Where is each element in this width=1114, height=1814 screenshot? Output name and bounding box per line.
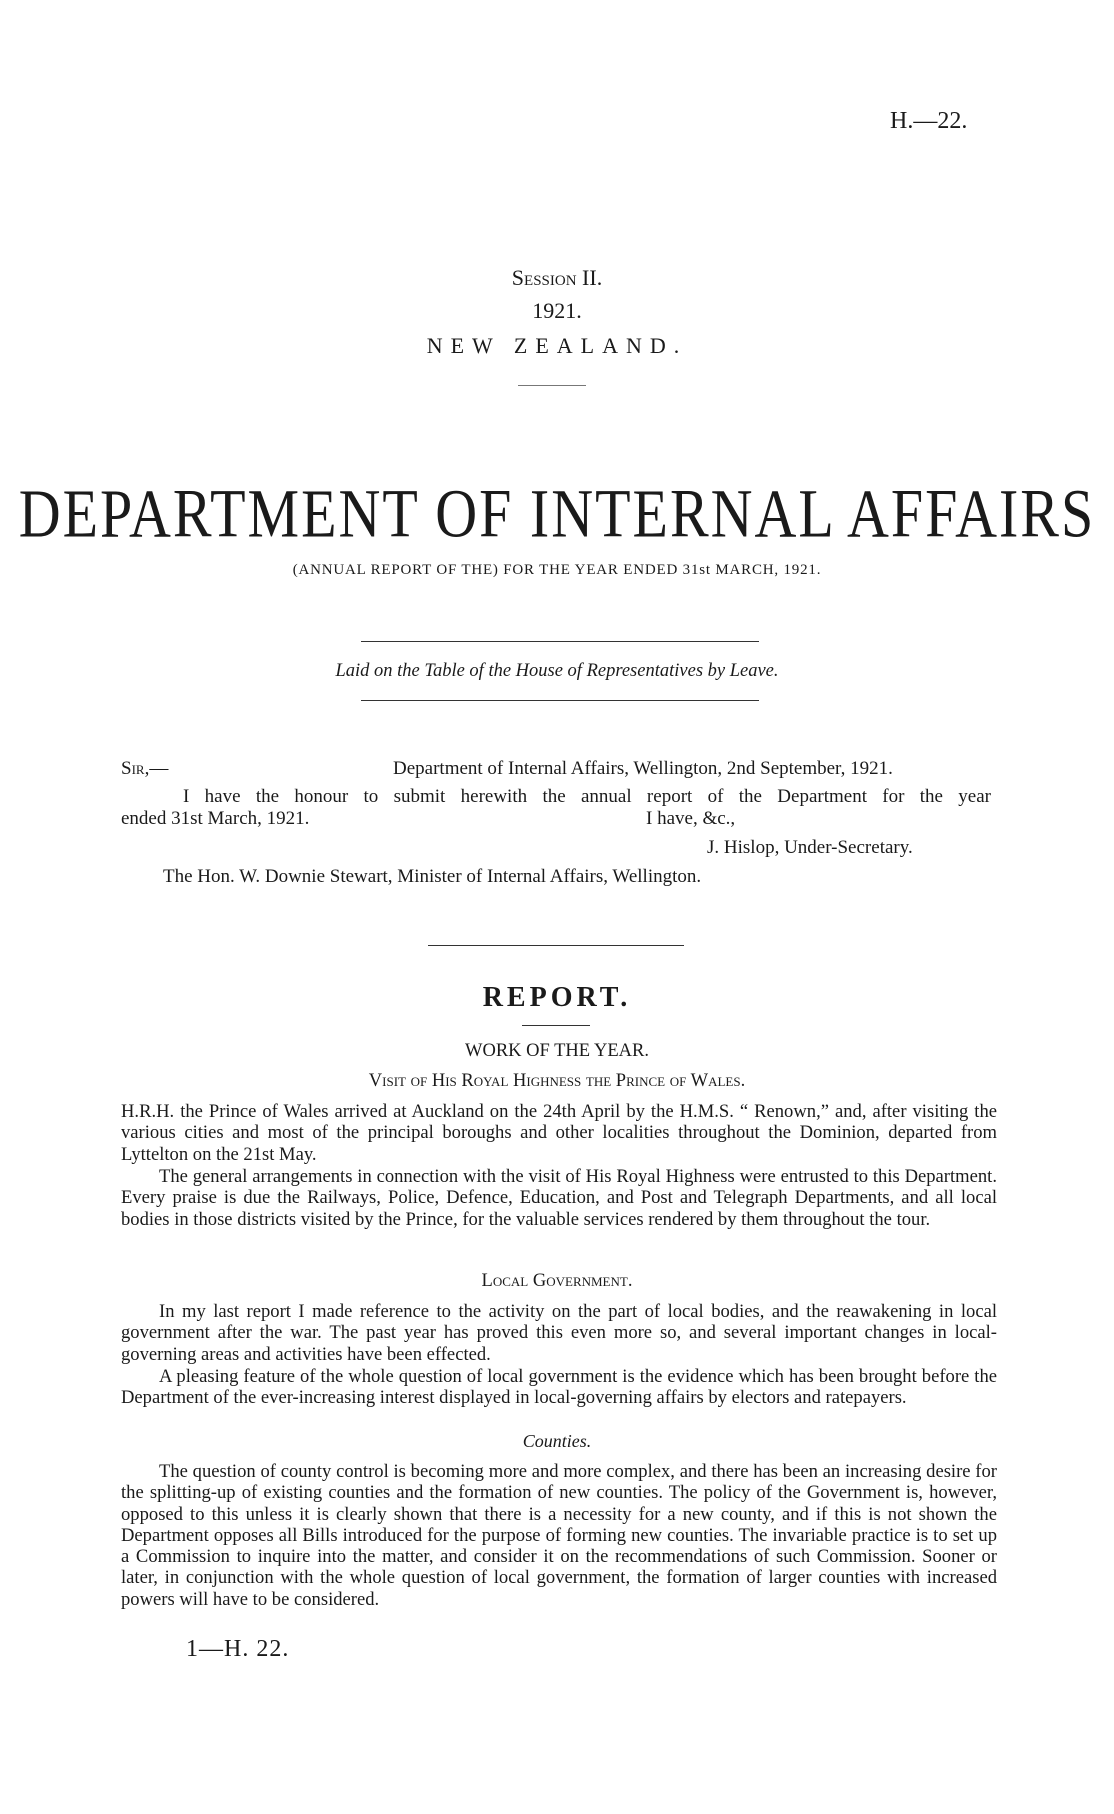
work-heading: WORK OF THE YEAR. bbox=[465, 1041, 649, 1061]
counties-paragraph: The question of county control is becoming more and more complex, and there has been an increasing desire for the splitting-up of existing counties and the formation of new counties. The policy of the Government is, however, opposed to this unless it is clearly shown that there is a necessity for a new county, and if this is not shown the Department opposes all Bills introduced for the purpose of forming new counties. The invariable practice is to set up a Commission to inquire into the matter, and consider it on the recommendations of such Commission. Sooner or later, in conjunction with the whole question of local government, the formation of larger counties with increased powers will have to be considered. bbox=[121, 1461, 997, 1610]
letter-salutation: Sir,— bbox=[121, 758, 169, 779]
page-reference: H.—22. bbox=[890, 108, 968, 134]
page-title: DEPARTMENT OF INTERNAL AFFAIRS bbox=[18, 475, 1096, 552]
divider bbox=[428, 945, 684, 946]
prince-paragraph: The general arrangements in connection with the visit of His Royal Highness were entrusted to this Department. Every praise is due the Railways, Police, Defence, Education, and Post and Telegraph Departments, and all local bodies in those districts visited by the Prince, for the valuable services rendered by them throughout the tour. bbox=[121, 1166, 997, 1230]
divider bbox=[361, 641, 759, 642]
page-subtitle: (ANNUAL REPORT OF THE) FOR THE YEAR ENDED 31st MARCH, 1921. bbox=[292, 562, 822, 578]
letter-closing: I have, &c., bbox=[646, 808, 736, 829]
year-label: 1921. bbox=[532, 298, 582, 323]
prince-visit-heading: Visit of His Royal Highness the Prince of Wales. bbox=[368, 1071, 746, 1091]
letter-body-line: ended 31st March, 1921. bbox=[121, 808, 310, 829]
letter-body-line: I have the honour to submit herewith the annual report of the Department for the year bbox=[183, 786, 991, 807]
letter-signature: J. Hislop, Under-Secretary. bbox=[707, 837, 913, 858]
counties-heading: Counties. bbox=[522, 1431, 592, 1451]
country-label: NEW ZEALAND. bbox=[426, 333, 688, 358]
footer-reference: 1—H. 22. bbox=[186, 1636, 290, 1662]
local-government-paragraph: In my last report I made reference to the activity on the part of local bodies, and the reawakening in local government after the war. The past year has proved this even more so, and several important changes in local-governing areas and activities have been effected. bbox=[121, 1301, 997, 1365]
session-label: Session II. bbox=[511, 265, 603, 290]
local-government-paragraph: A pleasing feature of the whole question of local government is the evidence which has been brought before the Department of the ever-increasing interest displayed in local-governing affairs by electors and ratepayers. bbox=[121, 1366, 997, 1409]
prince-paragraph: H.R.H. the Prince of Wales arrived at Auckland on the 24th April by the H.M.S. “ Renown,” and, after visiting the various cities and most of the principal boroughs and other localities throughout the Dominion, departed from Lyttelton on the 21st May. bbox=[121, 1101, 997, 1165]
divider bbox=[361, 700, 759, 701]
letter-recipient: The Hon. W. Downie Stewart, Minister of Internal Affairs, Wellington. bbox=[163, 866, 702, 887]
divider bbox=[522, 1025, 590, 1026]
report-heading: REPORT. bbox=[482, 982, 632, 1013]
divider bbox=[518, 385, 586, 386]
laid-on-table-note: Laid on the Table of the House of Representatives by Leave. bbox=[335, 661, 779, 681]
letter-address-date: Department of Internal Affairs, Wellington, 2nd September, 1921. bbox=[393, 758, 893, 779]
local-government-heading: Local Government. bbox=[481, 1271, 633, 1291]
